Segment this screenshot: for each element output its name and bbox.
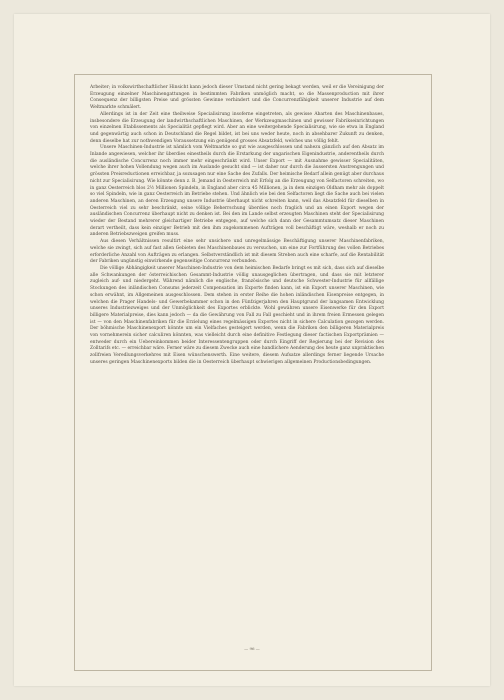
paragraph: Unsere Maschinen-Industrie ist nämlich vom Weltmarkte so gut wie ausgeschlossen und nahezu gänzlich auf den Absatz im Inlande angewiesen, welcher ihr überdies einestheils durch die Erstarkung der ungarischen Eigenindustrie, anderentheils durch die ausländische Concurrenz noch immer mehr eingeschränkt wird. Unser Export — mit Ausnahme gewisser Specialitäten, welche ihrer hohen Vollendung wegen auch im Auslande gesucht sind — ist daher nur durch die äussersten Anstrengungen und grössten Preisreductionen erreichbar, ja sozusagen nur eine Sache des Zufalls. Der heimische Bedarf allein genügt aber durchaus nicht zur Specialisirung. Wie könnte denn z. B. Jemand in Oesterreich mit Erfolg an die Erzeugung von Selfactoren schreiten, wo in ganz Oesterreich blos 2½ Millionen Spindeln, in England aber circa 45 Millionen, ja in dem einzigen Oldham mehr als doppelt so viel Spindeln, wie in ganz Oesterreich im Betriebe stehen. Und ähnlich wie bei den Selfactoren liegt die Sache auch bei vielen anderen Maschinen, an deren Erzeugung unsere Industrie überhaupt nicht schreiten kann, weil das Absatzfeld für dieselben in Oesterreich viel zu sehr beschränkt, seine völlige Beherrschung überdies noch fraglich und an einen Export wegen der ausländischen Concurrenz überhaupt nicht zu denken ist. Bei den im Lande selbst erzeugten Maschinen steht der Specialisirung wieder der Bestand mehrerer gleichartiger Betriebe entgegen, auf welche sich dann der Gesammtumsatz dieser Maschinen derart vertheilt, dass kein einziger Betrieb mit den ihm zugekommenen Aufträgen voll beschäftigt wäre, weshalb er noch zu anderen Betriebszweigen greifen muss. <box>90 145 384 238</box>
paragraph: Allerdings ist in der Zeit eine theilweise Specialisirung insoferne eingetreten, als gewisse Abarten des Maschinenbaues, insbesondere die Erzeugung der landwirthschaftlichen Maschinen, der Werkzeugmaschinen und gewisser Fabrikseinrichtungen von einzelnen Etablissements als Specialität gepflegt wird. Aber an eine weitergehende Specialisirung, wie sie etwa in England und gegenwärtig auch schon in Deutschland die Regel bildet, ist bei uns weder heute, noch in absehbarer Zukunft zu denken, denn dieselbe hat zur nothwendigen Voraussetzung ein genügend grosses Absatzfeld, welches uns völlig fehlt. <box>90 111 384 144</box>
paragraph: Die völlige Abhängigkeit unserer Maschinen-Industrie von dem heimischen Bedarfe bringt es mit sich, dass sich auf dieselbe alle Schwankungen der österreichischen Gesammt-Industrie völlig unausgeglichen übertragen, und dass sie mit letzterer zugleich auf- und niedergeht. Während nämlich die englische, französische und deutsche Schwester-Industrie für allfällige Stockungen des inländischen Consums jederzeit Compensation im Exporte finden kann, ist ein Export unserer Maschinen, wie schon erwähnt, im Allgemeinen ausgeschlossen. Dem stehen in erster Reihe die hohen inländischen Eisenpreise entgegen, in welchen die Prager Handels- und Gewerbekammer schon in den Fünfzigerjahren den Hauptgrund der langsamen Entwicklung unseres Industriezweiges und der Unmöglichkeit des Exportes erblickte. Wohl gewähren unsere Eisenwerke für den Export billigere Materialpreise, dies kann jedoch — da die Gewährung von Fall zu Fall geschieht und in ihrem freien Ermessen gelegen ist — von den Maschinenfabriken für die Erzielung eines regelmässigen Exportes nicht in sichere Calculation gezogen werden. Der böhmische Maschinenexport könnte um ein Vielfaches gesteigert werden, wenn die Fabriken den billigeren Materialpreis von vornehmerein sicher calculiren könnten, was vielleicht durch eine definitive Festlegung dieser factischen Exportprämien — entweder durch ein Uebereinkommen beider Interessentengruppen oder durch Eingriff der Regierung bei der Revision des Zolltarifs etc. — erreichbar wäre. Ferner wäre zu diesem Zwecke auch eine handlichere Aenderung des heute ganz unpraktischen zollfreien Veredlungsverkehres mit Eisen wünschenswerth. Eine weitere, diesem Aufsatze allerdings ferner liegende Ursache unseres geringen Maschinenexports bilden die in Oesterreich überhaupt schwierigen allgemeinen Productionsbedingungen. <box>90 265 385 365</box>
body-text <box>90 85 384 367</box>
paragraph: Aus diesen Verhältnissen resultirt eine sehr unsichere und unregelmässige Beschäftigung unserer Maschinenfabriken, welche sie zwingt, sich auf fast allen Gebieten des Maschinenbaues zu versuchen, um eine zur Fortführung des vollen Betriebes erforderliche Anzahl von Aufträgen zu erlangen. Selbstverständlich ist mit diesem Streben auch eine scharfe, auf die Rentabilität der Fabriken ungünstig einwirkende gegenseitige Concurrenz verbunden. <box>90 239 384 265</box>
page-number: — 96 — <box>244 646 260 651</box>
paragraph: Arbeiter; in volkswirthschaftlicher Hinsicht kann jedoch dieser Umstand nicht gering bekagt werden, weil er die Vereinigung der Erzeugung einzelner Maschinengattungen in bestimmten Fabriken unmöglich macht, so die Massenproduction mit ihrer Consequenz der billigsten Preise und grössten Gewinne verhindert und die Concurrenzfähigkeit unserer Industrie auf dem Weltmarkte schmälert. <box>90 85 384 111</box>
